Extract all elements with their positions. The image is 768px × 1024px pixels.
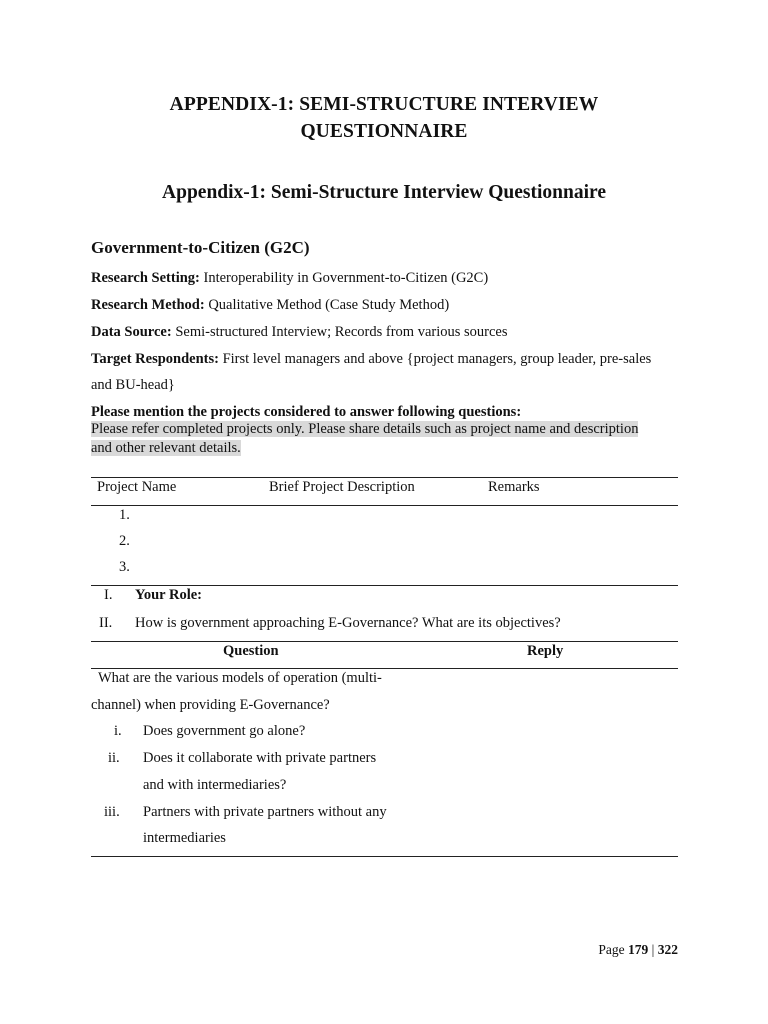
table-header-border xyxy=(91,505,678,506)
field-value: Interoperability in Government-to-Citizen (G2C) xyxy=(199,270,489,286)
table-row-number: 1. xyxy=(119,507,130,523)
field-research-setting xyxy=(91,270,488,287)
option-text: Does government go alone? xyxy=(143,723,306,739)
table-row-number: 3. xyxy=(119,559,130,575)
table-top-border xyxy=(91,477,678,478)
table-bottom-border xyxy=(91,585,678,586)
question-text-line-2: channel) when providing E-Governance? xyxy=(91,697,330,713)
field-target-respondents xyxy=(91,351,651,368)
total-pages: 322 xyxy=(657,942,678,957)
page-footer xyxy=(598,942,678,958)
option-text: Does it collaborate with private partners xyxy=(143,750,377,766)
page-title-line-1: APPENDIX-1: SEMI-STRUCTURE INTERVIEW xyxy=(169,94,599,115)
role-numeral: I. xyxy=(104,587,113,603)
qa-table-header-border xyxy=(91,668,678,669)
column-header-description: Brief Project Description xyxy=(269,479,415,495)
highlighted-text: and other relevant details. xyxy=(91,440,241,456)
option-numeral: i. xyxy=(114,723,122,739)
field-label: Research Setting: xyxy=(91,270,200,286)
option-text: Partners with private partners without any xyxy=(143,804,387,820)
page-label: Page xyxy=(598,942,629,957)
section-heading: Government-to-Citizen (G2C) xyxy=(91,238,310,257)
projects-note-line-2 xyxy=(91,440,241,457)
objectives-question: How is government approaching E-Governance? What are its objectives? xyxy=(135,615,561,631)
page-number: 179 xyxy=(628,942,649,957)
page-subtitle: Appendix-1: Semi-Structure Interview Questionnaire xyxy=(162,182,606,203)
page-separator: | xyxy=(648,942,658,957)
field-label: Target Respondents: xyxy=(91,351,219,367)
column-header-project-name: Project Name xyxy=(97,479,177,495)
page-title-line-2: QUESTIONNAIRE xyxy=(300,121,468,142)
qa-table-bottom-border xyxy=(91,856,678,857)
role-numeral: II. xyxy=(99,615,113,631)
option-text-continuation: intermediaries xyxy=(143,830,226,846)
field-label: Research Method: xyxy=(91,297,205,313)
column-header-remarks: Remarks xyxy=(488,479,540,495)
option-numeral: ii. xyxy=(108,750,120,766)
field-value: Semi-structured Interview; Records from various sources xyxy=(171,324,508,340)
column-header-reply: Reply xyxy=(527,643,564,659)
qa-table-top-border xyxy=(91,641,678,642)
question-text-line-1: What are the various models of operation (multi- xyxy=(98,670,382,686)
field-value: Qualitative Method (Case Study Method) xyxy=(204,297,450,313)
highlighted-text: Please refer completed projects only. Please share details such as project name and description xyxy=(91,421,639,437)
option-numeral: iii. xyxy=(104,804,120,820)
column-header-question: Question xyxy=(223,643,279,659)
field-target-respondents-continuation: and BU-head} xyxy=(91,377,175,393)
field-value: First level managers and above {project managers, group leader, pre-sales xyxy=(218,351,652,367)
projects-prompt: Please mention the projects considered to answer following questions: xyxy=(91,404,522,420)
field-data-source xyxy=(91,324,508,341)
role-question: Your Role: xyxy=(135,587,202,603)
field-research-method xyxy=(91,297,449,314)
field-label: Data Source: xyxy=(91,324,172,340)
projects-note-line-1 xyxy=(91,421,638,438)
option-text-continuation: and with intermediaries? xyxy=(143,777,287,793)
table-row-number: 2. xyxy=(119,533,130,549)
